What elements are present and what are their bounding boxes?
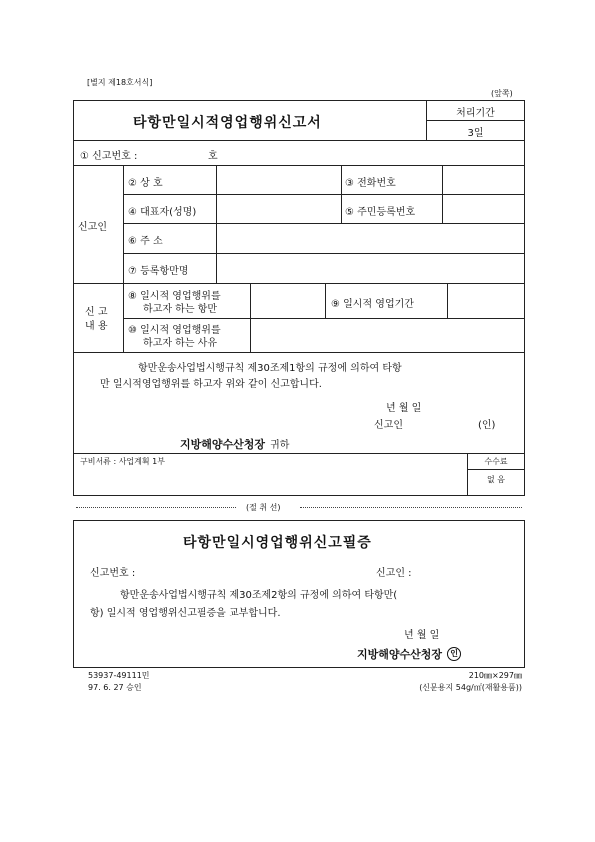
cut-line-right [300,507,522,508]
certificate-report-number: 신고번호 : [90,568,136,579]
certificate-text-line2: 항) 일시적 영업행위신고필증을 교부합니다. [90,608,281,619]
required-documents: 구비서류 : 사업계획 1부 [80,457,165,466]
paper-type: (신문용지 54g/㎡(재활용품)) [419,683,522,692]
form-code: 53937-49111민 [88,671,150,680]
phone-number-field[interactable] [443,166,524,193]
addressee-office: 지방해양수산청장 [180,438,266,451]
business-reason-label-line1: ⑩ 일시적 영업행위를 [128,325,221,336]
cut-line-label: (절 취 선) [246,503,281,512]
form-title: 타항만일시적영업행위신고서 [133,115,322,131]
paper-size: 210㎜×297㎜ [468,671,522,680]
seal-placeholder: (인) [478,420,496,431]
company-name-field[interactable] [217,166,340,193]
certificate-date: 년 월 일 [404,630,440,641]
approval-date: 97. 6. 27 승인 [88,683,142,692]
statement-line1: 항만운송사업법시행규칙 제30조제1항의 규정에 의하여 타항 [138,363,402,374]
fee-value: 없 음 [487,475,505,484]
processing-period-value: 3일 [467,128,484,139]
resident-number-field[interactable] [443,195,524,222]
content-section-label-2: 내 용 [85,321,108,332]
representative-field[interactable] [217,195,340,222]
registered-port-label: ⑦ 등록항만명 [128,266,189,277]
statement-line2: 만 일시적영업행위를 하고자 위와 같이 신고합니다. [100,379,322,390]
report-number-suffix: 호 [208,151,218,162]
page-side-label: (앞쪽) [491,89,513,98]
certificate-title: 타항만일시영업행위신고필증 [183,535,372,551]
business-period-field[interactable] [448,284,524,317]
address-field[interactable] [217,224,524,252]
official-seal-icon: 인 [447,647,461,661]
form-number: [별지 제18호서식] [87,78,153,87]
reporter-section-label: 신고인 [78,222,107,233]
content-section-label-1: 신 고 [85,307,108,318]
signer-label: 신고인 [374,420,403,431]
target-port-field[interactable] [251,284,324,317]
phone-number-label: ③ 전화번호 [345,178,396,189]
resident-number-label: ⑤ 주민등록번호 [345,207,416,218]
addressee [180,433,289,452]
address-label: ⑥ 주 소 [128,236,163,247]
business-period-label: ⑨ 일시적 영업기간 [331,299,414,310]
business-reason-label-line2: 하고자 하는 사유 [143,338,217,349]
target-port-label-line1: ⑧ 일시적 영업행위를 [128,291,221,302]
representative-label: ④ 대표자(성명) [128,207,197,218]
certificate-issuer [357,643,461,662]
certificate-reporter: 신고인 : [376,568,412,579]
registered-port-field[interactable] [217,254,524,282]
certificate-issuer-office: 지방해양수산청장 [357,648,443,661]
business-reason-field[interactable] [251,319,524,351]
statement-date: 년 월 일 [386,403,422,414]
report-number-label: ① 신고번호 : [80,151,138,162]
fee-label: 수수료 [484,457,508,466]
company-name-label: ② 상 호 [128,178,163,189]
target-port-label-line2: 하고자 하는 항만 [143,304,217,315]
certificate-text-line1: 항만운송사업법시행규칙 제30조제2항의 규정에 의하여 타항만( [120,590,398,601]
processing-period-label: 처리기간 [456,108,495,119]
addressee-honorific: 귀하 [270,440,290,451]
cut-line-left [76,507,236,508]
